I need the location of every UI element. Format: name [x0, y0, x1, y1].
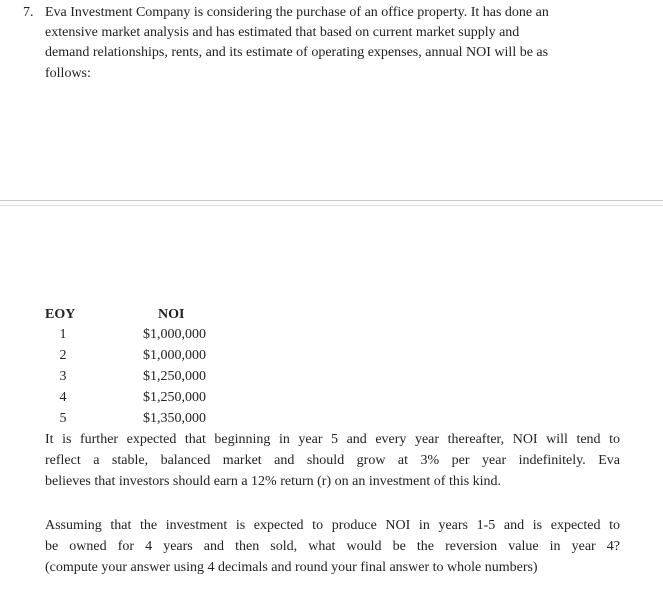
- table-header-eoy: EOY: [45, 307, 76, 322]
- table-cell-noi-4: $1,250,000: [143, 390, 206, 405]
- table-cell-noi-3: $1,250,000: [143, 369, 206, 384]
- table-cell-eoy-5: 5: [59, 411, 67, 426]
- table-cell-eoy-1: 1: [59, 327, 67, 342]
- intro-line-2: extensive market analysis and has estimated that based on current market supply and: [45, 25, 520, 40]
- section-divider: [0, 200, 663, 201]
- growth-line-2: reflect a stable, balanced market and should grow at 3% per year indefinitely. Eva: [45, 453, 620, 468]
- growth-line-3: believes that investors should earn a 12% return (r) on an investment of this kind.: [45, 474, 502, 489]
- table-header-noi: NOI: [158, 307, 185, 322]
- table-cell-noi-2: $1,000,000: [143, 348, 206, 363]
- intro-line-1: Eva Investment Company is considering the purchase of an office property. It has done an: [45, 5, 549, 20]
- question-number: 7.: [23, 5, 34, 20]
- section-divider-shadow: [0, 205, 663, 206]
- intro-line-3: demand relationships, rents, and its estimate of operating expenses, annual NOI will be as: [45, 45, 549, 60]
- growth-line-1: It is further expected that beginning in year 5 and every year thereafter, NOI will tend to: [45, 432, 620, 447]
- table-cell-eoy-4: 4: [59, 390, 67, 405]
- table-cell-eoy-2: 2: [59, 348, 67, 363]
- table-cell-noi-5: $1,350,000: [143, 411, 206, 426]
- table-cell-eoy-3: 3: [59, 369, 67, 384]
- question-line-3: (compute your answer using 4 decimals and round your final answer to whole numbers): [45, 560, 538, 575]
- intro-line-4: follows:: [45, 66, 91, 81]
- question-line-1: Assuming that the investment is expected to produce NOI in years 1-5 and is expected to: [45, 518, 620, 533]
- table-cell-noi-1: $1,000,000: [143, 327, 206, 342]
- question-line-2: be owned for 4 years and then sold, what would be the reversion value in year 4?: [45, 539, 620, 554]
